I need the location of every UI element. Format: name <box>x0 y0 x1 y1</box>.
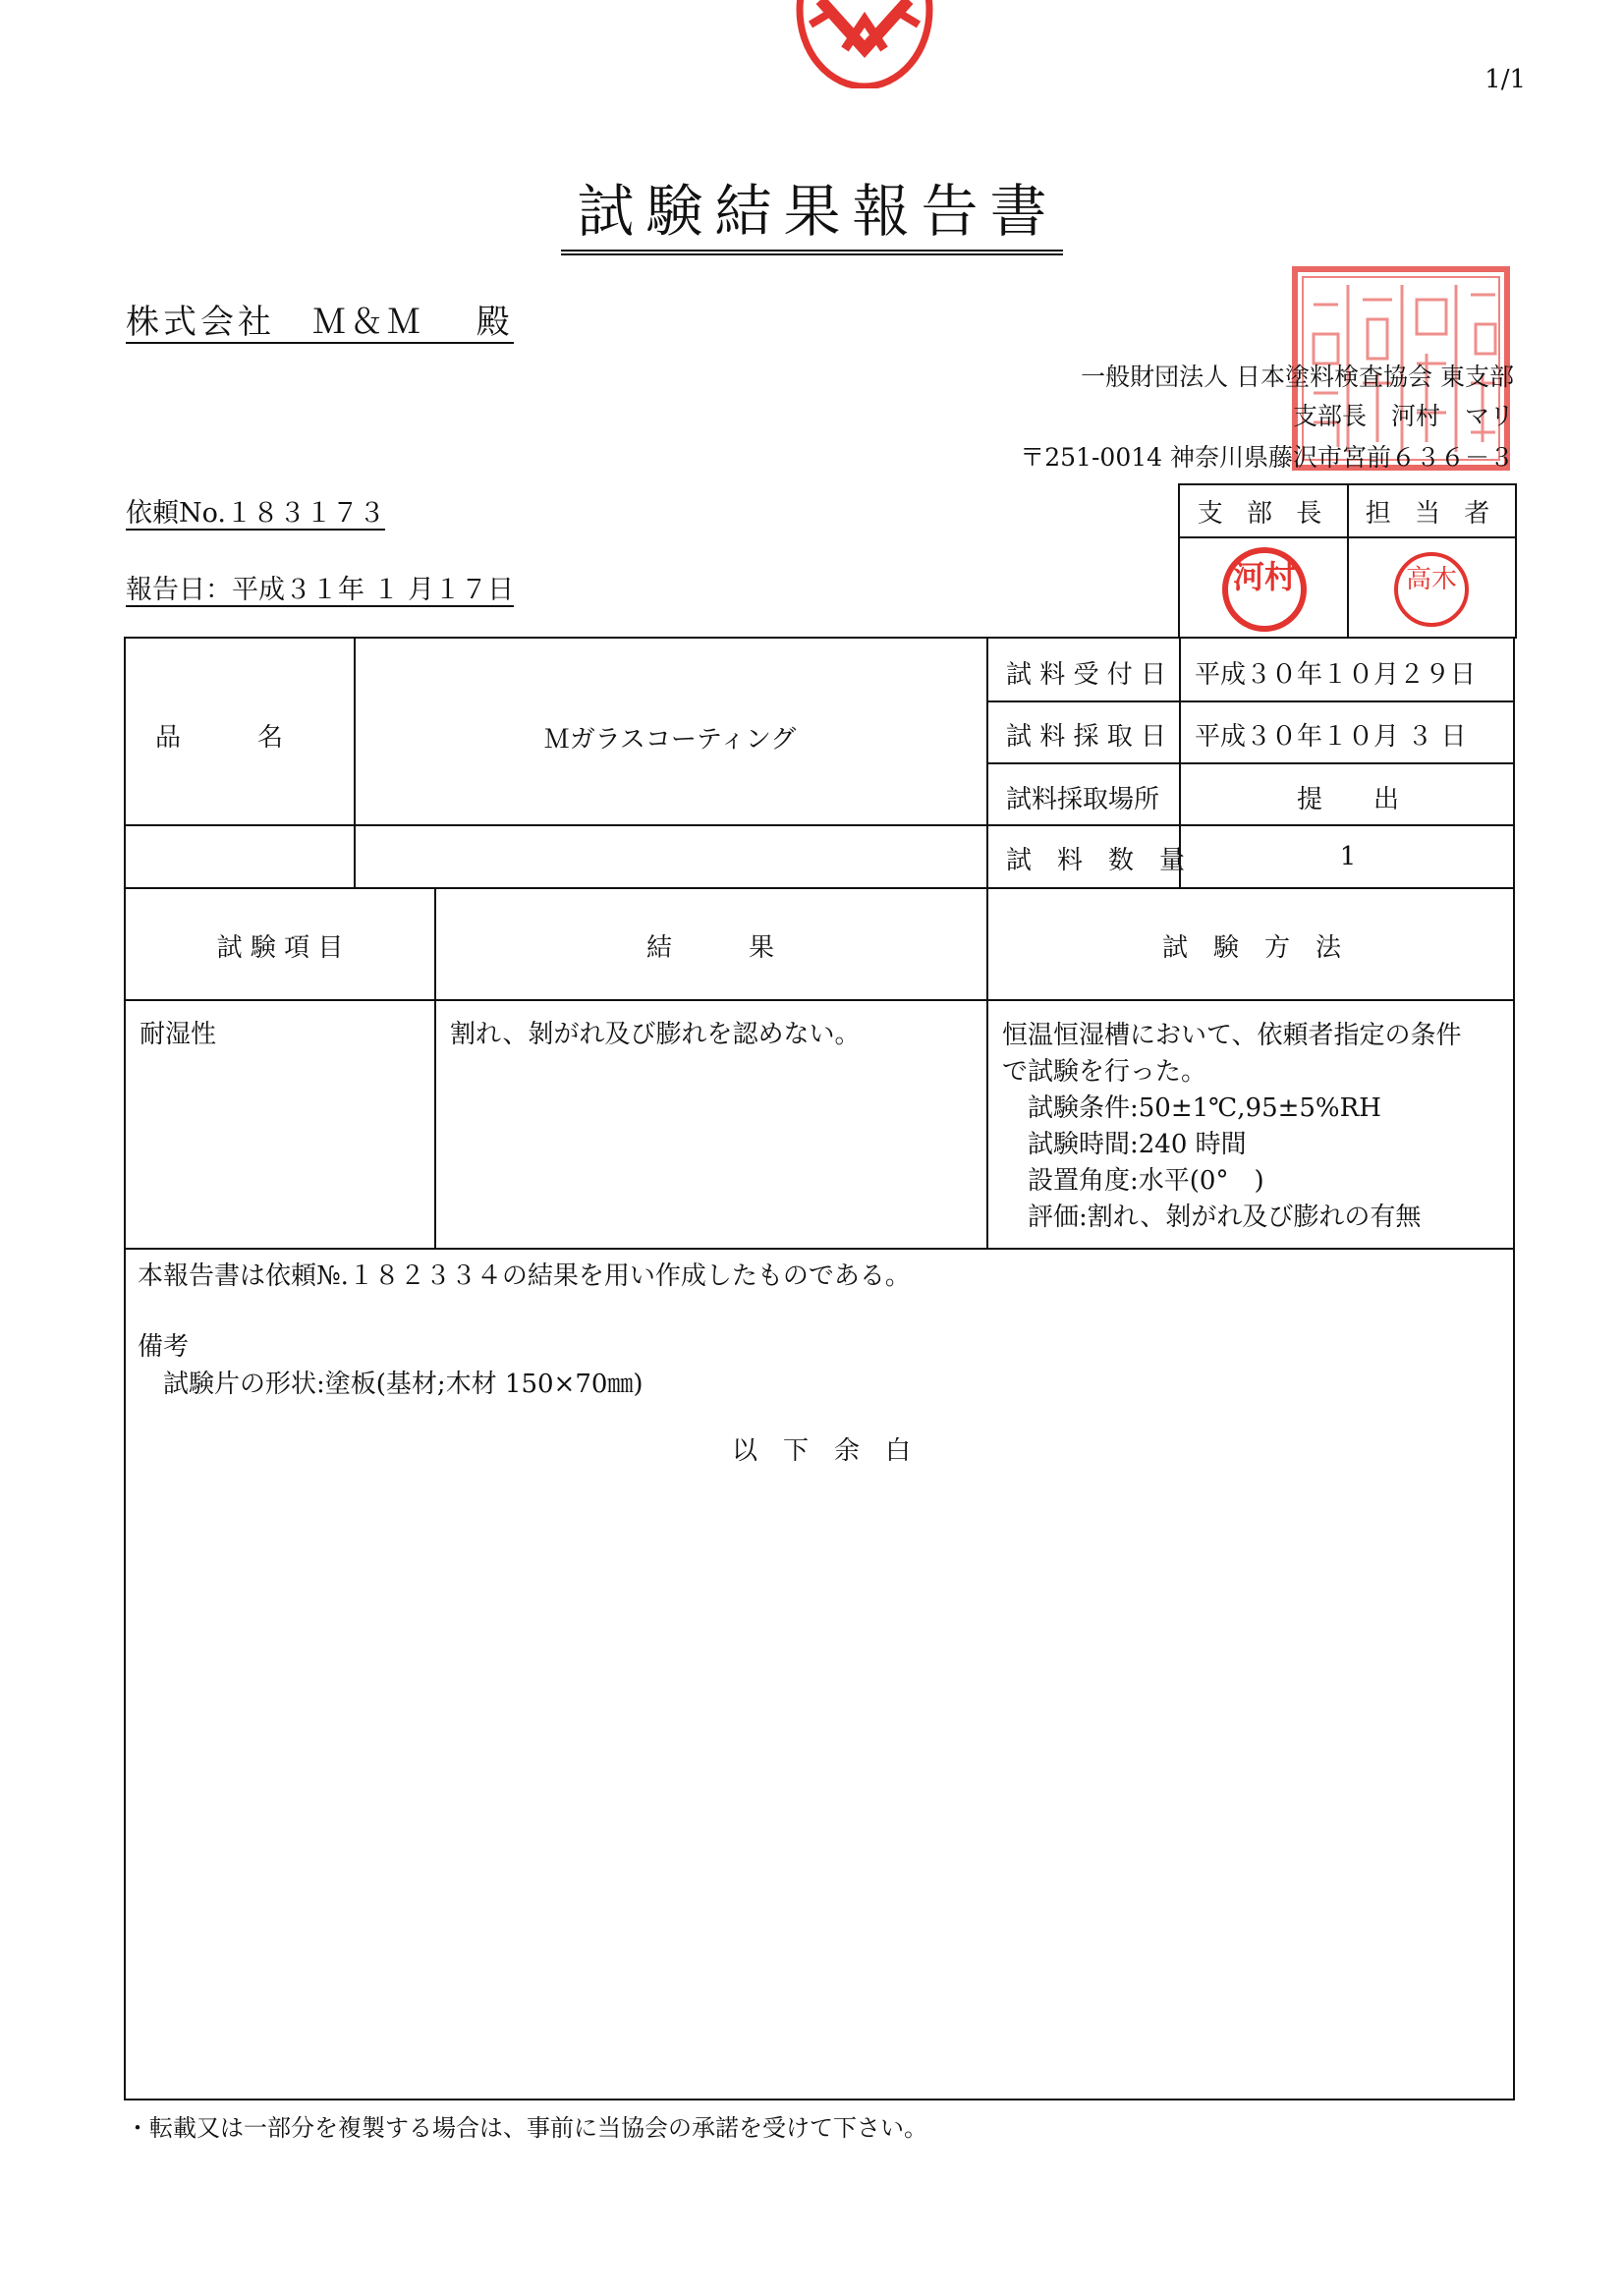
staff-hanko <box>1382 544 1481 643</box>
branch-head-label: 支 部 長 <box>1197 499 1330 529</box>
staff-label: 担 当 者 <box>1365 499 1498 529</box>
result-value: 割れ、剝がれ及び膨れを認めない。 <box>450 1020 861 1049</box>
remarks-text: 試験片の形状:塗板(基材;木材 150×70㎜) <box>138 1370 644 1399</box>
report-note: 本報告書は依頼№.１８２３３４の結果を用い作成したものである。 <box>138 1261 911 1291</box>
method-line: 試験時間:240 時間 <box>1002 1130 1247 1159</box>
result-method <box>1002 1018 1461 1236</box>
collection-date-label: 試 料 採 取 日 <box>1006 722 1167 752</box>
receipt-date-label: 試 料 受 付 日 <box>1006 660 1167 690</box>
quantity-label: 試 料 数 量 <box>1006 846 1186 875</box>
method-line: で試験を行った。 <box>1002 1057 1207 1087</box>
remarks-label: 備考 <box>138 1332 190 1362</box>
issuer-address: 〒251-0014 神奈川県藤沢市宮前６３６－３ <box>1020 443 1514 472</box>
sample-name-value: Ｍガラスコーティング <box>543 725 797 755</box>
report-date-text: 報告日：平成３１年 １ 月１７日 <box>126 575 515 605</box>
collection-place-label: 試料採取場所 <box>1006 785 1160 814</box>
quantity-value: 1 <box>1339 842 1357 871</box>
request-number-text: 依頼No.１８３１７３ <box>126 498 385 529</box>
header-test-method: 試 験 方 法 <box>1161 933 1341 963</box>
end-mark: 以 下 余 白 <box>731 1436 911 1466</box>
footer-note: ・転載又は一部分を複製する場合は、事前に当協会の承諾を受けて下さい。 <box>126 2114 927 2142</box>
method-line: 評価:割れ、剝がれ及び膨れの有無 <box>1002 1203 1422 1232</box>
header-result: 結 果 <box>645 933 774 963</box>
staff-hanko-text: 高木 <box>1405 565 1458 594</box>
receipt-date-value: 平成３０年１０月２９日 <box>1195 660 1477 690</box>
collection-place-value: 提 出 <box>1296 785 1399 814</box>
method-line: 試験条件:50±1℃,95±5%RH <box>1002 1093 1381 1123</box>
collection-date-value: 平成３０年１０月 ３ 日 <box>1195 722 1467 752</box>
report-title <box>0 165 1624 255</box>
issuer-head: 支部長 河村 マリ <box>1292 402 1514 430</box>
report-title-text: 試験結果報告書 <box>561 165 1062 255</box>
result-item: 耐湿性 <box>140 1020 217 1049</box>
approval-box <box>1178 483 1517 639</box>
sample-name-label: 品 名 <box>155 723 284 753</box>
report-table-frame <box>124 637 1515 2100</box>
header-test-item: 試 験 項 目 <box>216 933 344 963</box>
top-seal-stamp <box>791 0 938 88</box>
issuer-organization: 一般財団法人 日本塗料検査協会 東支部 <box>1081 363 1514 391</box>
page-number: 1/1 <box>1484 65 1526 94</box>
recipient-text: 株式会社 Ｍ＆Ｍ 殿 <box>126 303 514 342</box>
request-number <box>126 491 385 530</box>
method-line: 恒温恒湿槽において、依頼者指定の条件 <box>1002 1021 1462 1050</box>
report-date <box>126 568 514 606</box>
method-line: 設置角度:水平(0° ) <box>1002 1166 1264 1196</box>
recipient <box>126 295 514 343</box>
branch-head-hanko <box>1215 544 1314 643</box>
branch-head-hanko-text-1: 河村 <box>1232 558 1297 595</box>
